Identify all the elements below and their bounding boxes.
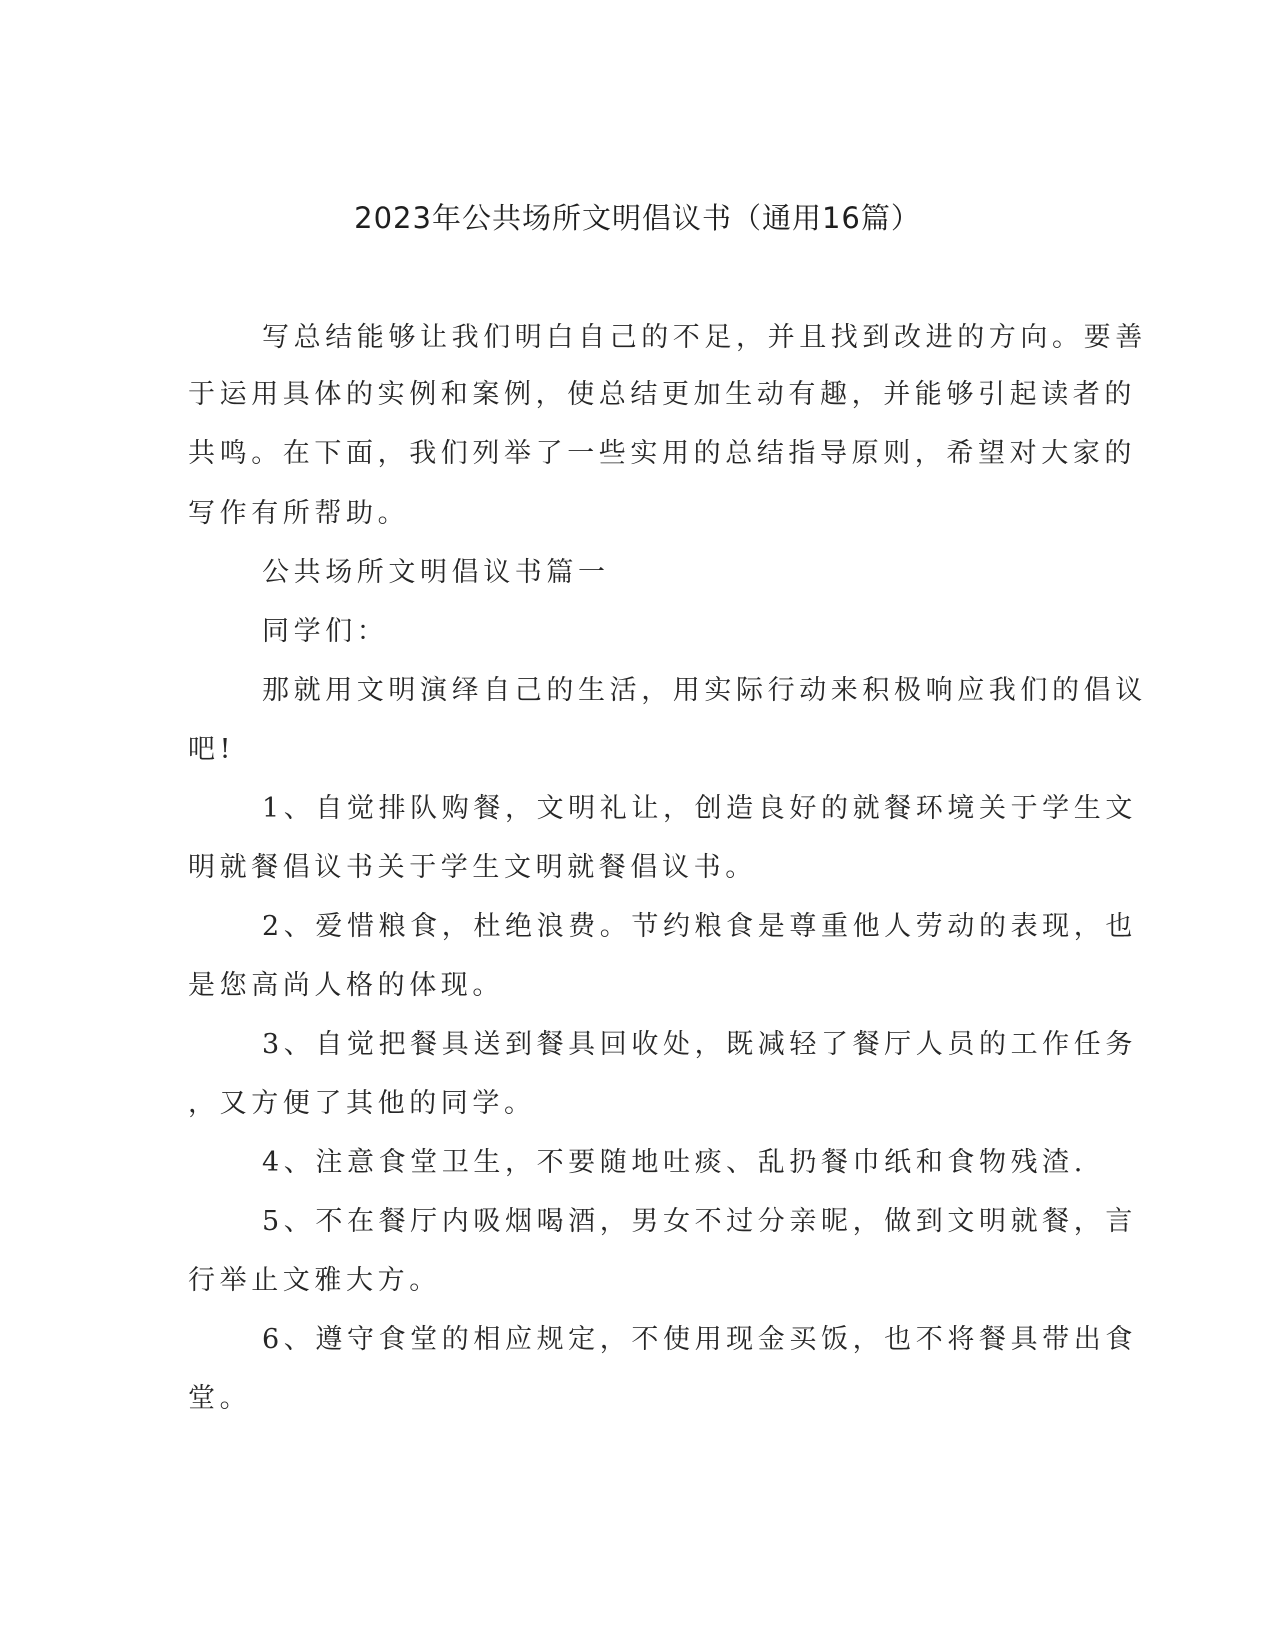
list-item-1-line-1: 1、自觉排队购餐，文明礼让，创造良好的就餐环境关于学生文 xyxy=(262,793,1137,824)
list-item-4: 4、注意食堂卫生，不要随地吐痰、乱扔餐巾纸和食物残渣. xyxy=(262,1147,1087,1178)
document-title: 2023年公共场所文明倡议书（通用16篇） xyxy=(354,201,921,235)
paragraph-line: 吧! xyxy=(188,734,236,765)
section-heading: 公共场所文明倡议书篇一 xyxy=(262,557,610,588)
list-item-3-line-1: 3、自觉把餐具送到餐具回收处，既减轻了餐厅人员的工作任务 xyxy=(262,1029,1137,1060)
list-item-3-line-2: ，又方便了其他的同学。 xyxy=(188,1088,536,1119)
salutation: 同学们： xyxy=(262,616,389,647)
list-item-2-line-2: 是您高尚人格的体现。 xyxy=(188,970,504,1001)
intro-line-4: 写作有所帮助。 xyxy=(188,498,410,529)
intro-line-1: 写总结能够让我们明白自己的不足，并且找到改进的方向。要善 xyxy=(262,322,1147,353)
list-item-1-line-2: 明就餐倡议书关于学生文明就餐倡议书。 xyxy=(188,852,757,883)
list-item-6-line-2: 堂。 xyxy=(188,1383,252,1414)
list-item-5-line-1: 5、不在餐厅内吸烟喝酒，男女不过分亲昵，做到文明就餐，言 xyxy=(262,1206,1137,1237)
paragraph-line: 那就用文明演绎自己的生活，用实际行动来积极响应我们的倡议 xyxy=(262,675,1147,706)
intro-line-3: 共鸣。在下面，我们列举了一些实用的总结指导原则，希望对大家的 xyxy=(188,438,1136,469)
list-item-2-line-1: 2、爱惜粮食，杜绝浪费。节约粮食是尊重他人劳动的表现，也 xyxy=(262,911,1137,942)
list-item-6-line-1: 6、遵守食堂的相应规定，不使用现金买饭，也不将餐具带出食 xyxy=(262,1324,1137,1355)
list-item-5-line-2: 行举止文雅大方。 xyxy=(188,1265,441,1296)
intro-line-2: 于运用具体的实例和案例，使总结更加生动有趣，并能够引起读者的 xyxy=(188,379,1136,410)
